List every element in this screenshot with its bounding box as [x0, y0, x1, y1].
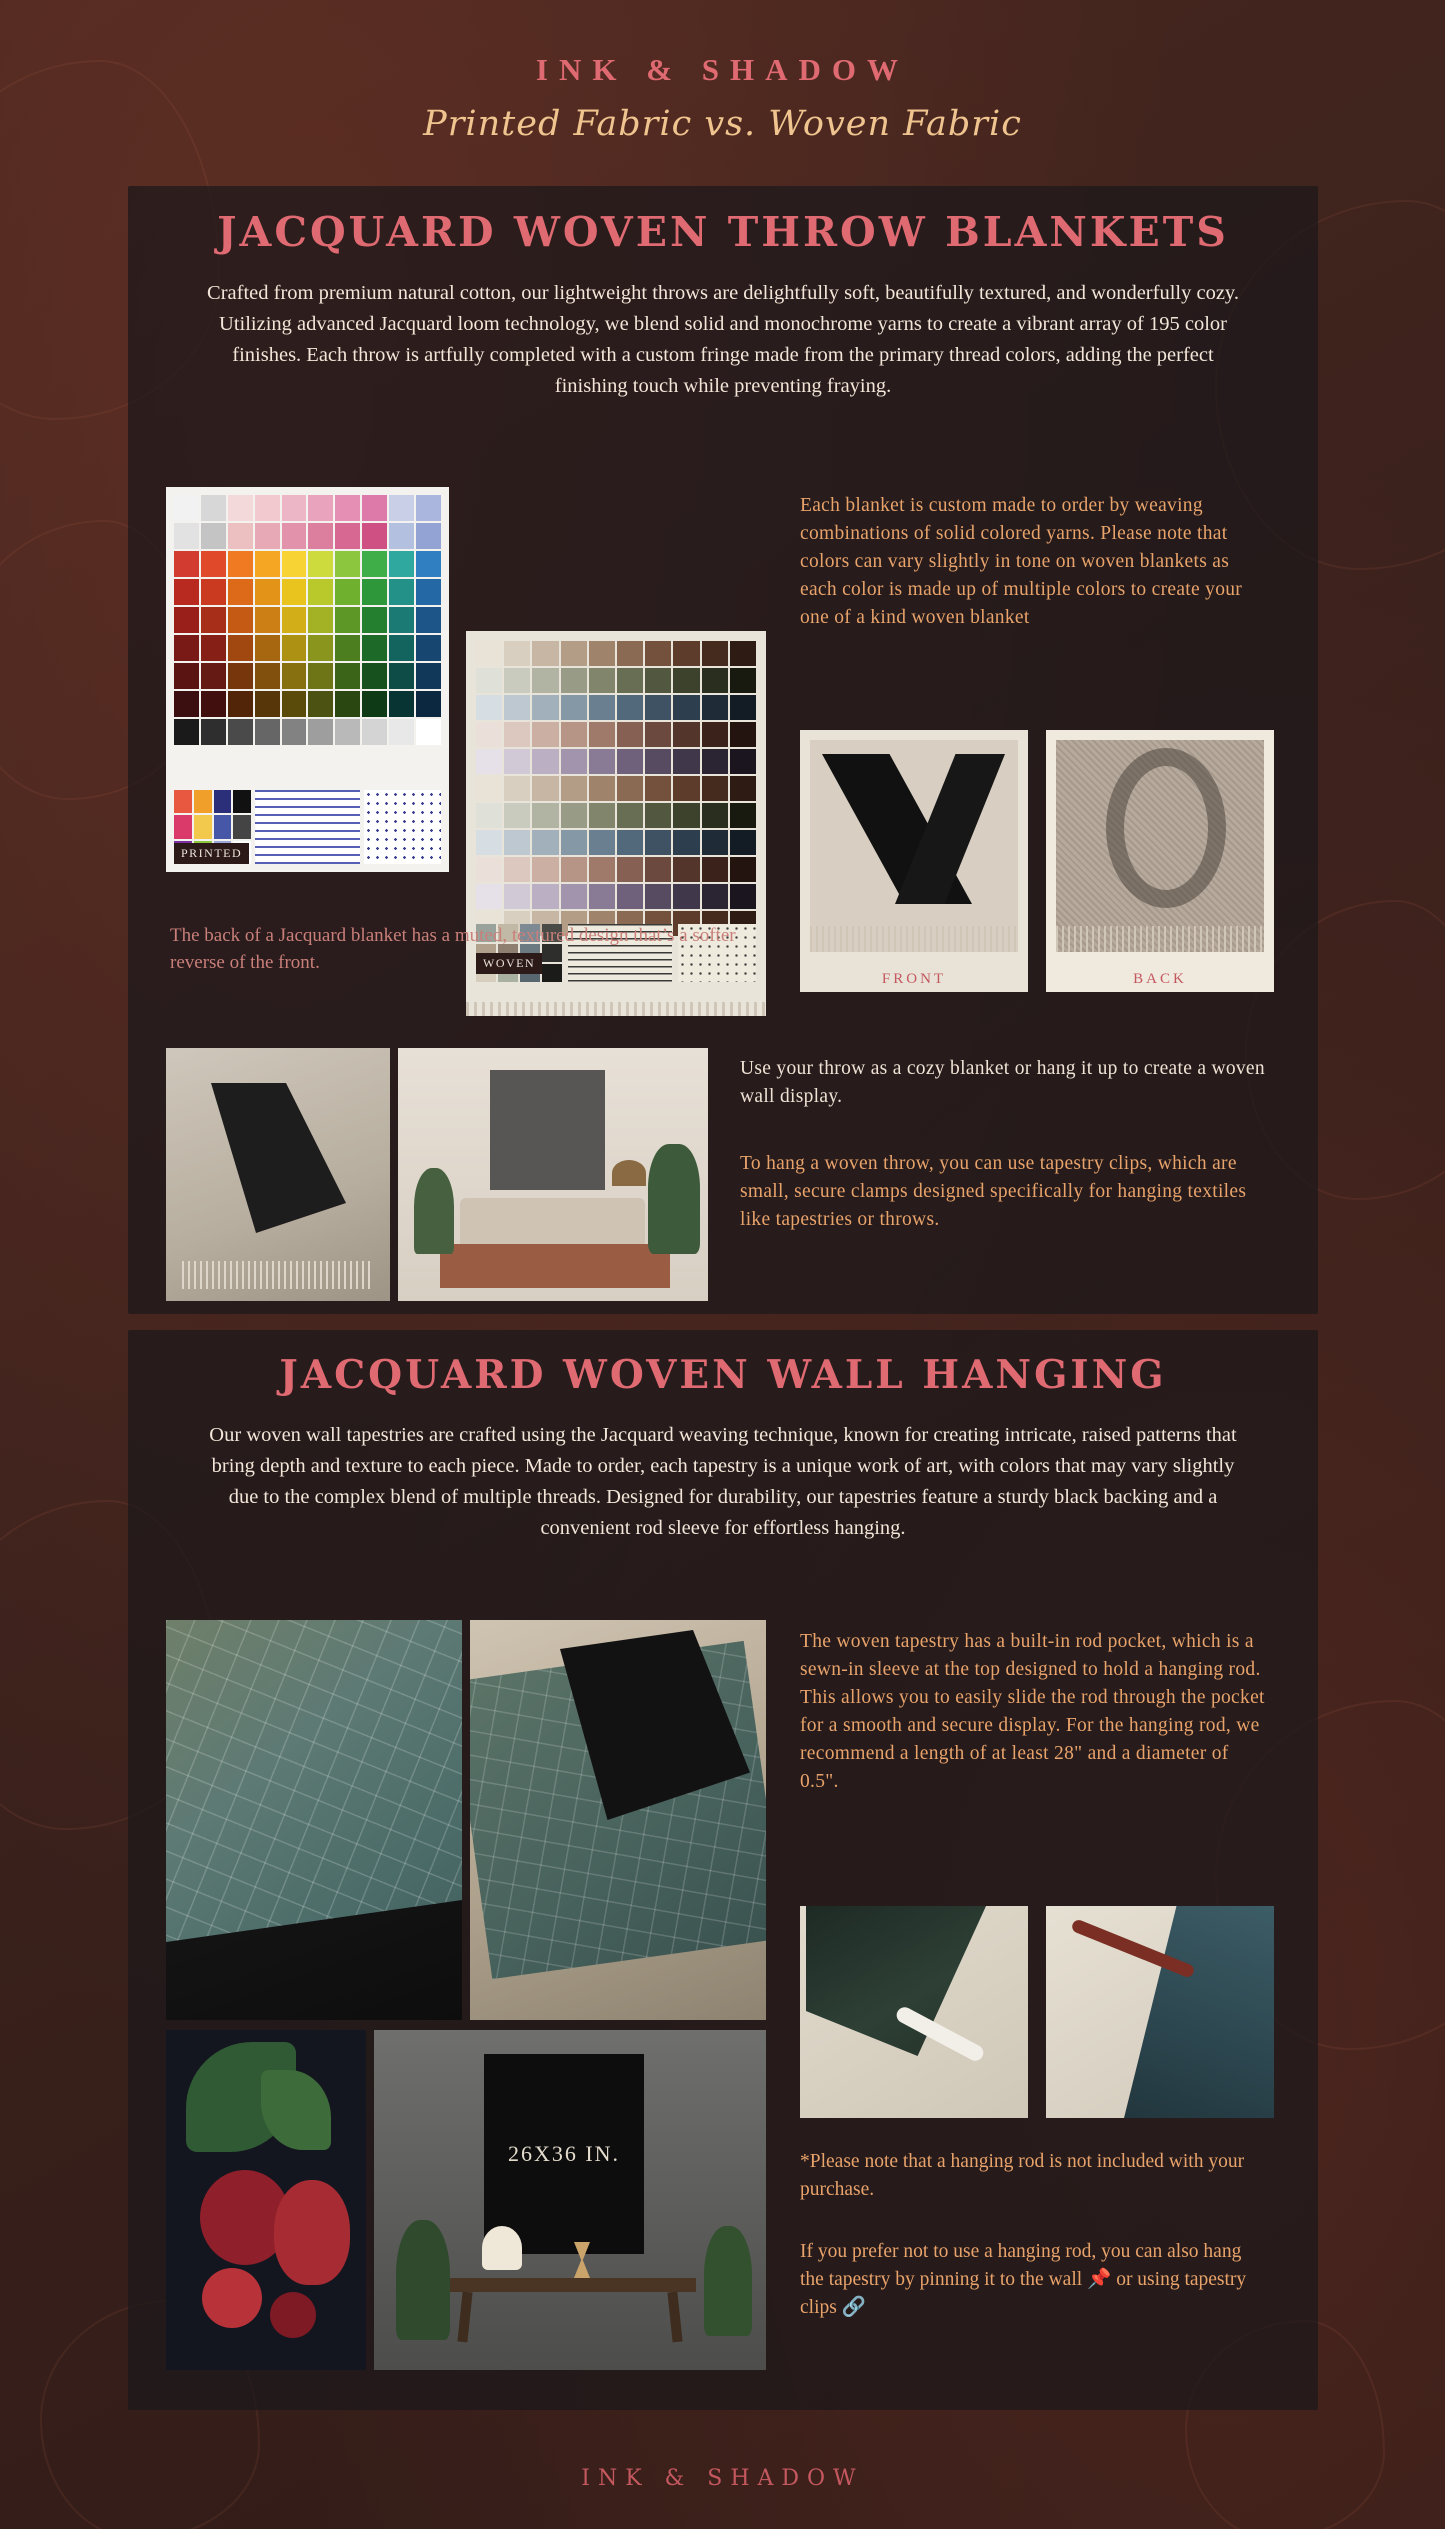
color-swatch — [201, 551, 226, 577]
section-title-blankets: JACQUARD WOVEN THROW BLANKETS — [217, 208, 1229, 256]
color-swatch — [255, 663, 280, 689]
color-swatch — [504, 749, 530, 774]
brand-title: INK & SHADOW — [535, 52, 910, 87]
color-swatch — [476, 803, 502, 828]
tapestry-green-grid-photo — [166, 1620, 462, 2020]
color-swatch — [308, 691, 333, 717]
color-swatch — [645, 857, 671, 882]
custom-made-note: Each blanket is custom made to order by weaving combinations of solid colored yarns. Please note that colors can vary slightly in tone on woven blankets as each color is made up of multiple colors to create your one of a kind woven blanket — [800, 495, 1243, 628]
color-swatch — [228, 635, 253, 661]
color-swatch — [228, 523, 253, 549]
color-swatch — [532, 884, 558, 909]
back-label: BACK — [1133, 971, 1187, 987]
color-swatch — [255, 551, 280, 577]
color-swatch — [228, 495, 253, 521]
color-swatch — [702, 803, 728, 828]
color-swatch — [589, 668, 615, 693]
color-swatch — [282, 495, 307, 521]
color-swatch — [335, 551, 360, 577]
color-swatch — [589, 695, 615, 720]
color-swatch — [673, 776, 699, 801]
color-swatch — [416, 579, 441, 605]
color-swatch — [362, 495, 387, 521]
color-swatch — [308, 579, 333, 605]
color-swatch — [308, 523, 333, 549]
color-swatch — [645, 749, 671, 774]
color-swatch — [174, 551, 199, 577]
footer-brand: INK & SHADOW — [581, 2466, 864, 2491]
color-swatch — [532, 695, 558, 720]
color-swatch — [282, 551, 307, 577]
color-swatch — [389, 551, 414, 577]
color-swatch — [561, 857, 587, 882]
color-swatch — [730, 695, 756, 720]
color-swatch — [282, 607, 307, 633]
color-swatch — [255, 495, 280, 521]
color-swatch — [561, 695, 587, 720]
color-swatch — [617, 803, 643, 828]
color-swatch — [476, 776, 502, 801]
color-swatch — [282, 523, 307, 549]
color-swatch — [335, 691, 360, 717]
color-swatch — [702, 857, 728, 882]
color-swatch — [532, 857, 558, 882]
color-swatch — [228, 719, 253, 745]
color-swatch — [673, 722, 699, 747]
color-swatch — [416, 523, 441, 549]
color-swatch — [335, 719, 360, 745]
color-swatch — [476, 695, 502, 720]
color-swatch — [504, 803, 530, 828]
color-swatch — [730, 749, 756, 774]
color-swatch — [589, 830, 615, 855]
color-swatch — [532, 641, 558, 666]
color-swatch — [730, 641, 756, 666]
color-swatch — [389, 719, 414, 745]
color-swatch — [174, 523, 199, 549]
color-swatch — [174, 579, 199, 605]
color-swatch — [389, 523, 414, 549]
color-swatch — [645, 803, 671, 828]
color-swatch — [174, 691, 199, 717]
color-swatch — [589, 722, 615, 747]
rod-inserted-photo — [1046, 1906, 1274, 2118]
color-swatch — [504, 776, 530, 801]
color-swatch — [282, 579, 307, 605]
color-swatch — [201, 523, 226, 549]
color-swatch — [476, 830, 502, 855]
color-swatch — [561, 776, 587, 801]
color-swatch — [702, 830, 728, 855]
color-swatch — [532, 668, 558, 693]
color-swatch — [308, 719, 333, 745]
usage-note-1: Use your throw as a cozy blanket or hang it up to create a woven wall display. — [740, 1058, 1265, 1107]
color-swatch — [673, 641, 699, 666]
color-swatch — [201, 635, 226, 661]
color-swatch — [532, 830, 558, 855]
color-swatch — [702, 776, 728, 801]
color-swatch — [389, 691, 414, 717]
usage-note-2: To hang a woven throw, you can use tapestry clips, which are small, secure clamps designed specifically for hanging textiles like tapestries or throws. — [740, 1153, 1247, 1230]
color-swatch — [589, 803, 615, 828]
color-swatch — [362, 607, 387, 633]
color-swatch — [416, 691, 441, 717]
color-swatch — [617, 668, 643, 693]
color-swatch — [645, 641, 671, 666]
rod-pocket-detail-photo — [800, 1906, 1028, 2118]
living-room-photo — [398, 1048, 708, 1301]
color-swatch — [335, 607, 360, 633]
color-swatch — [504, 857, 530, 882]
color-swatch — [476, 668, 502, 693]
color-swatch — [389, 607, 414, 633]
color-swatch — [201, 607, 226, 633]
color-swatch — [476, 722, 502, 747]
color-swatch — [476, 641, 502, 666]
woven-fringe — [466, 1002, 766, 1016]
color-swatch — [589, 857, 615, 882]
color-swatch — [730, 776, 756, 801]
color-swatch — [504, 695, 530, 720]
poster-header — [0, 0, 1445, 144]
color-swatch — [389, 635, 414, 661]
color-swatch — [201, 663, 226, 689]
color-swatch — [673, 668, 699, 693]
color-swatch — [282, 719, 307, 745]
color-swatch — [174, 663, 199, 689]
color-swatch — [282, 663, 307, 689]
color-swatch — [532, 722, 558, 747]
color-swatch — [645, 695, 671, 720]
color-swatch — [589, 641, 615, 666]
color-swatch — [335, 579, 360, 605]
color-swatch — [561, 830, 587, 855]
tapestry-backing-photo — [470, 1620, 766, 2020]
color-swatch — [617, 695, 643, 720]
rod-pocket-note: The woven tapestry has a built-in rod pocket, which is a sewn-in sleeve at the top designed to hold a hanging rod. This allows you to easily slide the rod through the pocket for a smooth and secure display. For the hanging rod, we recommend a length of at least 28" and a diameter of 0.5". — [800, 1631, 1265, 1792]
color-swatch — [702, 668, 728, 693]
color-swatch — [228, 663, 253, 689]
color-swatch — [201, 691, 226, 717]
color-swatch — [416, 719, 441, 745]
color-swatch — [389, 579, 414, 605]
blanket-back-photo — [1046, 730, 1274, 992]
color-swatch — [174, 607, 199, 633]
color-swatch — [416, 635, 441, 661]
front-label: FRONT — [881, 971, 947, 987]
color-swatch — [362, 635, 387, 661]
color-swatch — [362, 663, 387, 689]
color-swatch — [645, 884, 671, 909]
color-swatch — [174, 635, 199, 661]
color-swatch — [730, 857, 756, 882]
color-swatch — [617, 776, 643, 801]
color-swatch — [504, 830, 530, 855]
color-swatch — [589, 884, 615, 909]
color-swatch — [255, 607, 280, 633]
tapestry-size-label: 26X36 IN. — [507, 2141, 621, 2166]
pomegranate-tapestry-photo — [166, 2030, 366, 2370]
pin-note: If you prefer not to use a hanging rod, you can also hang the tapestry by pinning it to the wall 📌 or using tapestry clips 🔗 — [800, 2241, 1247, 2318]
color-swatch — [362, 691, 387, 717]
folded-blanket-photo — [166, 1048, 390, 1301]
color-swatch — [335, 635, 360, 661]
color-swatch — [730, 830, 756, 855]
color-swatch — [673, 695, 699, 720]
color-swatch — [476, 749, 502, 774]
color-swatch — [589, 749, 615, 774]
color-swatch — [532, 776, 558, 801]
color-swatch — [561, 641, 587, 666]
color-swatch — [645, 722, 671, 747]
color-swatch — [504, 722, 530, 747]
color-swatch — [308, 635, 333, 661]
color-swatch — [201, 719, 226, 745]
color-swatch — [201, 579, 226, 605]
color-swatch — [504, 668, 530, 693]
color-swatch — [617, 830, 643, 855]
color-swatch — [730, 668, 756, 693]
color-swatch — [702, 641, 728, 666]
color-swatch — [255, 719, 280, 745]
color-swatch — [416, 607, 441, 633]
color-swatch — [617, 641, 643, 666]
section-intro-blankets: Crafted from premium natural cotton, our lightweight throws are delightfully soft, beautifully textured, and wonderfully cozy. Utilizing advanced Jacquard loom technology, we blend solid and monochrome yarns to create a vibrant array of 195 color finishes. Each throw is artfully completed with a custom fringe made from the primary thread colors, adding the perfect finishing touch while preventing fraying. — [207, 282, 1239, 397]
color-swatch — [308, 663, 333, 689]
color-swatch — [255, 691, 280, 717]
color-swatch — [702, 749, 728, 774]
printed-color-chart — [166, 487, 449, 872]
color-swatch — [730, 884, 756, 909]
blanket-front-photo — [800, 730, 1028, 992]
color-swatch — [389, 495, 414, 521]
color-swatch — [308, 495, 333, 521]
color-swatch — [476, 857, 502, 882]
color-swatch — [702, 884, 728, 909]
color-swatch — [617, 884, 643, 909]
color-swatch — [362, 579, 387, 605]
color-swatch — [416, 495, 441, 521]
color-swatch — [228, 551, 253, 577]
color-swatch — [673, 830, 699, 855]
color-swatch — [335, 523, 360, 549]
color-swatch — [335, 495, 360, 521]
color-swatch — [673, 857, 699, 882]
color-swatch — [362, 551, 387, 577]
color-swatch — [282, 635, 307, 661]
color-swatch — [504, 884, 530, 909]
color-swatch — [282, 691, 307, 717]
color-swatch — [645, 668, 671, 693]
color-swatch — [645, 830, 671, 855]
color-swatch — [416, 551, 441, 577]
color-swatch — [228, 607, 253, 633]
color-swatch — [673, 884, 699, 909]
color-swatch — [702, 695, 728, 720]
color-swatch — [702, 722, 728, 747]
color-swatch — [416, 663, 441, 689]
color-swatch — [228, 579, 253, 605]
room-mockup-photo — [374, 2030, 766, 2370]
color-swatch — [561, 884, 587, 909]
color-swatch — [561, 722, 587, 747]
color-swatch — [174, 495, 199, 521]
color-swatch — [617, 722, 643, 747]
color-swatch — [561, 749, 587, 774]
color-swatch — [362, 523, 387, 549]
color-swatch — [228, 691, 253, 717]
color-swatch — [730, 722, 756, 747]
color-swatch — [730, 803, 756, 828]
woven-chart-tag: WOVEN — [476, 953, 542, 974]
color-swatch — [255, 635, 280, 661]
color-swatch — [589, 776, 615, 801]
color-swatch — [308, 607, 333, 633]
color-swatch — [335, 663, 360, 689]
color-swatch — [201, 495, 226, 521]
color-swatch — [532, 749, 558, 774]
printed-chart-tag: PRINTED — [174, 843, 249, 864]
color-swatch — [673, 803, 699, 828]
blanket-back-caption: The back of a Jacquard blanket has a muted, textured design that’s a softer reverse of the front. — [170, 925, 736, 973]
color-swatch — [645, 776, 671, 801]
color-swatch — [389, 663, 414, 689]
color-swatch — [308, 551, 333, 577]
color-swatch — [362, 719, 387, 745]
color-swatch — [255, 579, 280, 605]
color-swatch — [617, 857, 643, 882]
section-intro-wall: Our woven wall tapestries are crafted using the Jacquard weaving technique, known for creating intricate, raised patterns that bring depth and texture to each piece. Made to order, each tapestry is a unique work of art, with colors that may vary slightly due to the complex blend of multiple threads. Designed for durability, our tapestries feature a sturdy black backing and a convenient rod sleeve for effortless hanging. — [209, 1424, 1237, 1539]
color-swatch — [561, 668, 587, 693]
color-swatch — [532, 803, 558, 828]
color-swatch — [174, 719, 199, 745]
section-title-wall: JACQUARD WOVEN WALL HANGING — [279, 1352, 1167, 1398]
color-swatch — [561, 803, 587, 828]
color-swatch — [476, 884, 502, 909]
color-swatch — [673, 749, 699, 774]
color-swatch — [504, 641, 530, 666]
color-swatch — [617, 749, 643, 774]
rod-disclaimer: *Please note that a hanging rod is not included with your purchase. — [800, 2151, 1245, 2200]
color-swatch — [255, 523, 280, 549]
poster-subtitle: Printed Fabric vs. Woven Fabric — [423, 104, 1022, 144]
